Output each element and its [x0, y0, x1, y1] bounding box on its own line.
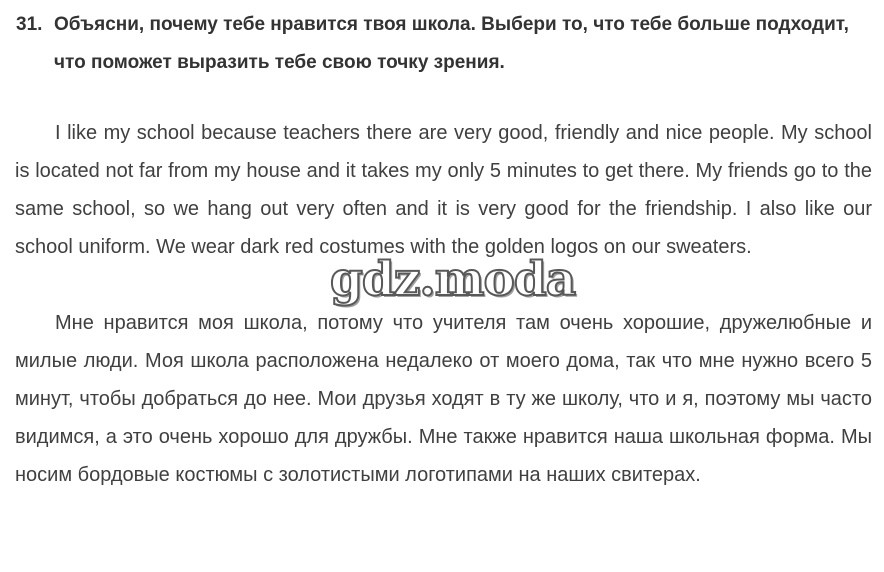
task-instruction: Объясни, почему тебе нравится твоя школа. Выбери то, что тебе больше подходит, что поможет выразить тебе свою точку зрения.	[54, 14, 849, 73]
task-number: 31.	[16, 14, 43, 35]
task-heading	[16, 6, 876, 82]
watermark-logo: gdz.moda	[330, 252, 576, 307]
answer-russian-paragraph: Мне нравится моя школа, потому что учителя там очень хорошие, дружелюбные и милые люди. Моя школа расположена недалеко от моего дома, так что мне нужно всего 5 минут, чтобы добраться до нее. Мои друзья ходят в ту же школу, что и я, поэтому мы часто видимся, а это очень хорошо для дружбы. Мне также нравится наша школьная форма. Мы носим бордовые костюмы с золотистыми логотипами на наших свитерах.	[15, 312, 872, 486]
answer-english-paragraph: I like my school because teachers there are very good, friendly and nice people. My school is located not far from my house and it takes my only 5 minutes to get there. My friends go to the same school, so we hang out very often and it is very good for the friendship. I also like our school uniform. We wear dark red costumes with the golden logos on our sweaters.	[15, 122, 872, 258]
